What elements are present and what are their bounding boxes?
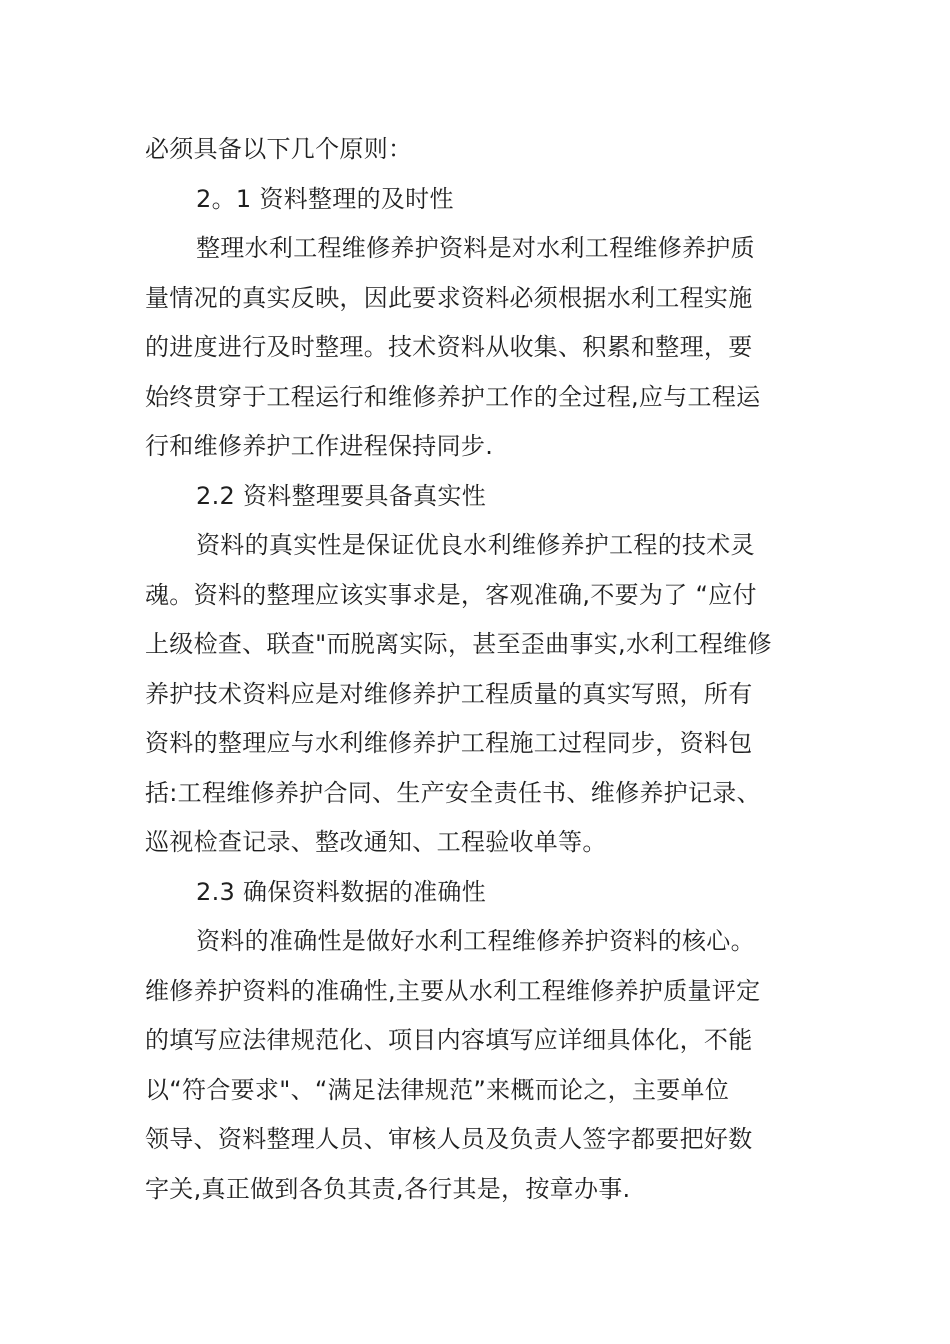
paragraph-line: 的进度进行及时整理。技术资料从收集、积累和整理，要 <box>145 333 753 361</box>
paragraph-line: 以“符合要求"、“满足法律规范”来概而论之，主要单位 <box>145 1075 730 1104</box>
paragraph-line: 括:工程维修养护合同、生产安全责任书、维修养护记录、 <box>145 778 761 807</box>
paragraph-line: 上级检查、联查"而脱离实际，甚至歪曲事实,水利工程维修 <box>145 630 772 658</box>
section-heading-2-1: 2。1 资料整理的及时性 <box>196 184 454 213</box>
paragraph-line: 量情况的真实反映，因此要求资料必须根据水利工程实施 <box>145 283 753 312</box>
paragraph-line: 始终贯穿于工程运行和维修养护工作的全过程,应与工程运 <box>145 382 761 411</box>
paragraph-line: 行和维修养护工作进程保持同步. <box>145 432 494 460</box>
body-text <box>145 125 810 1214</box>
paragraph-line: 魂。资料的整理应该实事求是，客观准确,不要为了 “应付 <box>145 580 757 609</box>
paragraph-line: 维修养护资料的准确性,主要从水利工程维修养护质量评定 <box>145 976 761 1005</box>
paragraph-line: 的填写应法律规范化、项目内容填写应详细具体化，不能 <box>145 1026 753 1054</box>
paragraph-line: 资料的真实性是保证优良水利维修养护工程的技术灵 <box>196 531 755 559</box>
paragraph-line: 领导、资料整理人员、审核人员及负责人签字都要把好数 <box>145 1125 753 1153</box>
paragraph-line: 资料的整理应与水利维修养护工程施工过程同步，资料包 <box>145 729 753 757</box>
paragraph-line: 巡视检查记录、整改通知、工程验收单等。 <box>145 828 607 856</box>
paragraph-line: 字关,真正做到各负其责,各行其是，按章办事. <box>145 1174 631 1203</box>
paragraph-line: 整理水利工程维修养护资料是对水利工程维修养护质 <box>196 234 755 262</box>
section-heading-2-3: 2.3 确保资料数据的准确性 <box>196 877 486 906</box>
paragraph-line: 必须具备以下几个原则： <box>145 135 413 163</box>
paragraph-line: 资料的准确性是做好水利工程维修养护资料的核心。 <box>196 927 755 955</box>
section-heading-2-2: 2.2 资料整理要具备真实性 <box>196 481 486 510</box>
paragraph-line: 养护技术资料应是对维修养护工程质量的真实写照，所有 <box>145 679 753 708</box>
